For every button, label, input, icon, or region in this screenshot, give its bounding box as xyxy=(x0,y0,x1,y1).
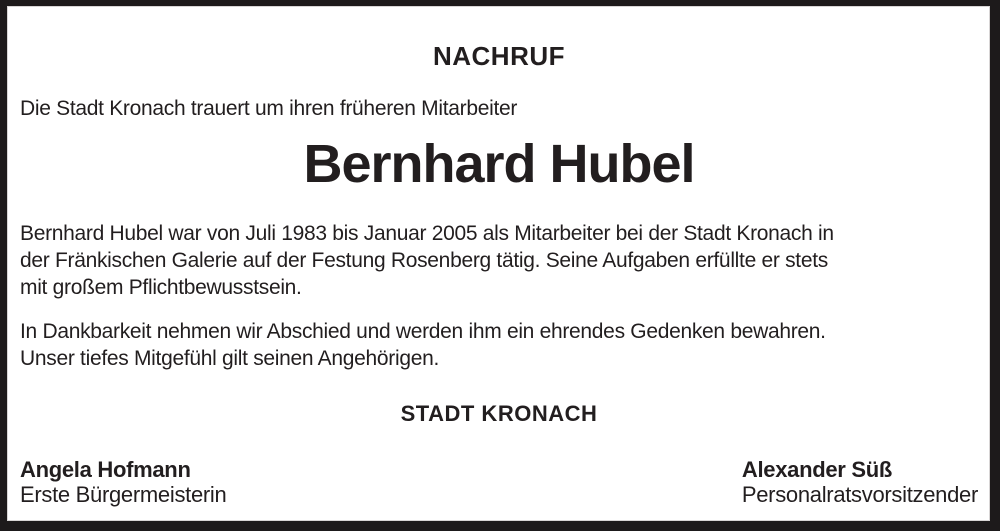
signature-row xyxy=(20,457,978,507)
biography-line-1: Bernhard Hubel war von Juli 1983 bis Januar 2005 als Mitarbeiter bei der Stadt Kronach in xyxy=(20,222,834,245)
biography-paragraph xyxy=(20,220,978,301)
deceased-name-headline: Bernhard Hubel xyxy=(303,134,695,194)
signature-left-title: Erste Bürgermeisterin xyxy=(20,482,227,507)
signature-right-name: Alexander Süß xyxy=(741,457,893,482)
signature-left-name: Angela Hofmann xyxy=(20,457,191,482)
signature-right xyxy=(742,457,978,507)
biography-line-3: mit großem Pflichtbewusstsein. xyxy=(20,276,302,299)
condolence-line-2: Unser tiefes Mitgefühl gilt seinen Angehörigen. xyxy=(20,347,439,370)
intro-line: Die Stadt Kronach trauert um ihren früheren Mitarbeiter xyxy=(20,97,518,120)
organization-name: STADT KRONACH xyxy=(400,401,598,426)
condolence-paragraph xyxy=(20,318,978,372)
signature-right-title: Personalratsvorsitzender xyxy=(741,482,978,507)
condolence-line-1: In Dankbarkeit nehmen wir Abschied und werden ihm ein ehrendes Gedenken bewahren. xyxy=(20,320,826,343)
signature-left xyxy=(20,457,226,507)
obituary-sheet xyxy=(7,6,990,521)
notice-kicker: NACHRUF xyxy=(432,41,566,71)
biography-line-2: der Fränkischen Galerie auf der Festung Rosenberg tätig. Seine Aufgaben erfüllte er stets xyxy=(20,249,828,272)
